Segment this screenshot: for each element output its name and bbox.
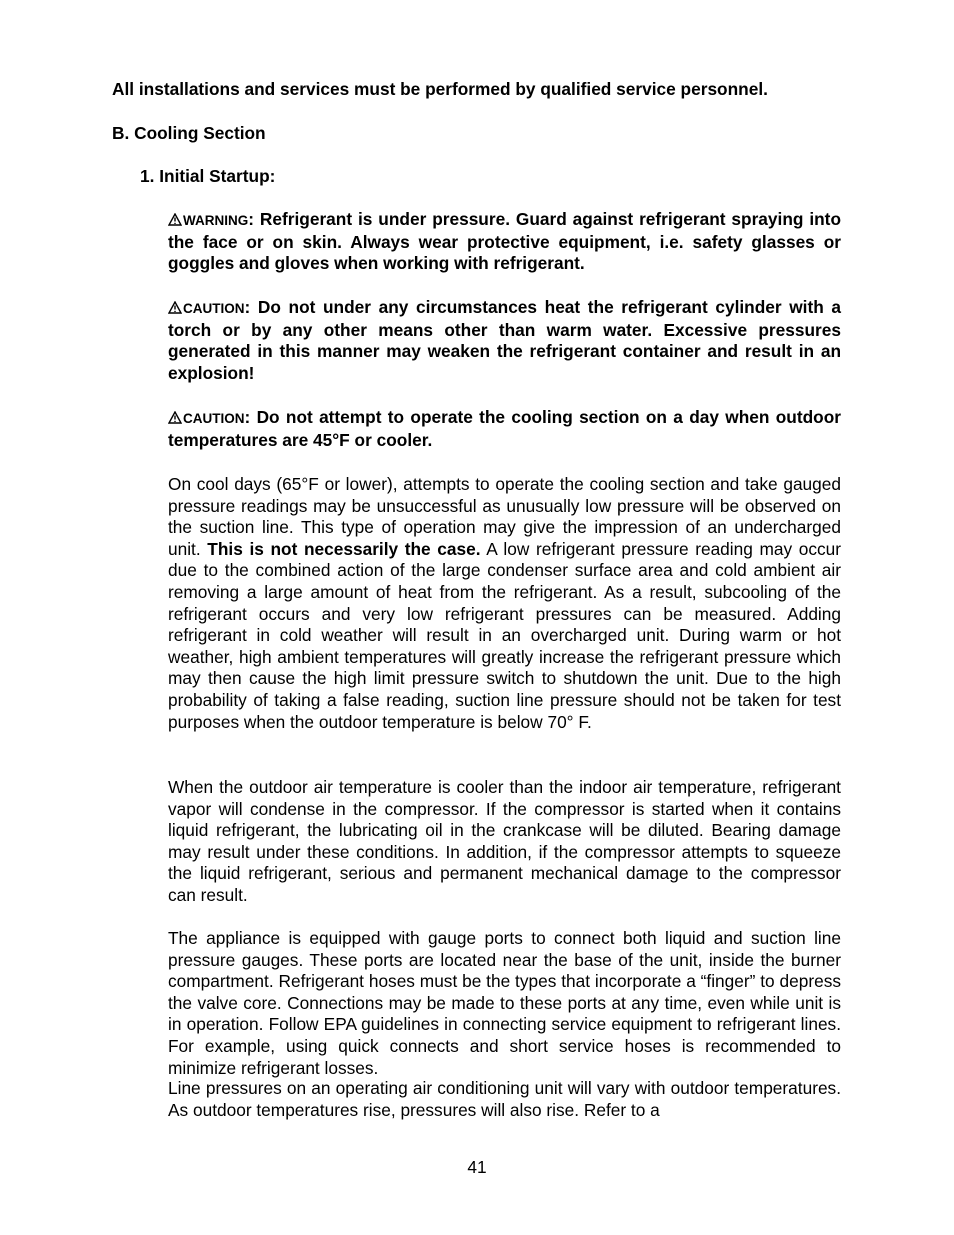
caution-tag: CAUTION [183, 301, 245, 316]
warning-paragraph [168, 209, 841, 275]
caution-text: Do not attempt to operate the cooling section on a day when outdoor temperatures are 45°F or cooler. [168, 407, 841, 450]
caution-paragraph-temperature [168, 407, 841, 451]
page-number: 41 [467, 1157, 487, 1177]
caution-tag: CAUTION [183, 411, 245, 426]
caution-separator: : [244, 407, 257, 427]
gauge-ports-paragraph: The appliance is equipped with gauge ports to connect both liquid and suction line pressure gauges. These ports are located near the base of the unit, inside the burner compartment. Refrigerant hoses must be the types that incorporate a “finger” to depress the valve core. Connections may be made to these ports at any time, even while unit is in operation. Follow EPA guidelines in connecting service equipment to refrigerant lines. For example, using quick connects and short service hoses is recommended to minimize refrigerant losses. [168, 928, 841, 1078]
qualified-personnel-notice: All installations and services must be performed by qualified service personnel. [112, 79, 768, 99]
caution-text: Do not under any circumstances heat the refrigerant cylinder with a torch or by any other means other than warm water. Excessive pressures generated in this manner may weaken the refrigerant container and result in an explosion! [168, 297, 842, 383]
cool-days-paragraph [168, 474, 841, 733]
caution-paragraph-cylinder [168, 297, 841, 384]
cool-days-text-start: On cool days (65°F or lower), attempts to operate the cooling section and take gauged pressure readings may be unsuccessful as unusually low pressure will be observed on the suction line. This type of operation may give the impression of an undercharged unit. [168, 474, 841, 559]
cool-days-emphasis: This is not necessarily the case. [207, 538, 481, 559]
subsection-heading: 1. Initial Startup: [140, 166, 276, 186]
warning-tag: WARNING [183, 213, 249, 228]
caution-separator: : [244, 297, 258, 317]
line-pressures-paragraph: Line pressures on an operating air conditioning unit will vary with outdoor temperatures. As outdoor temperatures rise, pressures will also rise. Refer to a [168, 1078, 841, 1120]
warning-text: Refrigerant is under pressure. Guard against refrigerant spraying into the face or on skin. Always wear protective equipment, i.e. safety glasses or goggles and gloves when working with refrigerant. [168, 209, 841, 274]
caution-triangle-icon [168, 301, 182, 314]
warning-triangle-icon [168, 213, 182, 226]
warning-separator: : [248, 209, 260, 229]
cool-days-text-end: A low refrigerant pressure reading may occur due to the combined action of the large condenser surface area and cold ambient air removing a large amount of heat from the refrigerant. As a result, subcooling of the refrigerant occurs and very low refrigerant pressures can be measured. Adding refrigerant in cold weather will result in an overcharged unit. During warm or hot weather, high ambient temperatures will greatly increase the refrigerant pressure which may then cause the high limit pressure switch to shutdown the unit. Due to the high probability of taking a false reading, suction line pressure should not be taken for test purposes when the outdoor temperature is below 70° F. [168, 538, 842, 732]
section-heading: B. Cooling Section [112, 123, 266, 143]
compressor-paragraph: When the outdoor air temperature is cooler than the indoor air temperature, refrigerant vapor will condense in the compressor. If the compressor is started when it contains liquid refrigerant, the lubricating oil in the crankcase will be diluted. Bearing damage may result under these conditions. In addition, if the compressor attempts to squeeze the liquid refrigerant, serious and permanent mechanical damage to the compressor can result. [168, 777, 841, 905]
caution-triangle-icon [168, 411, 182, 424]
